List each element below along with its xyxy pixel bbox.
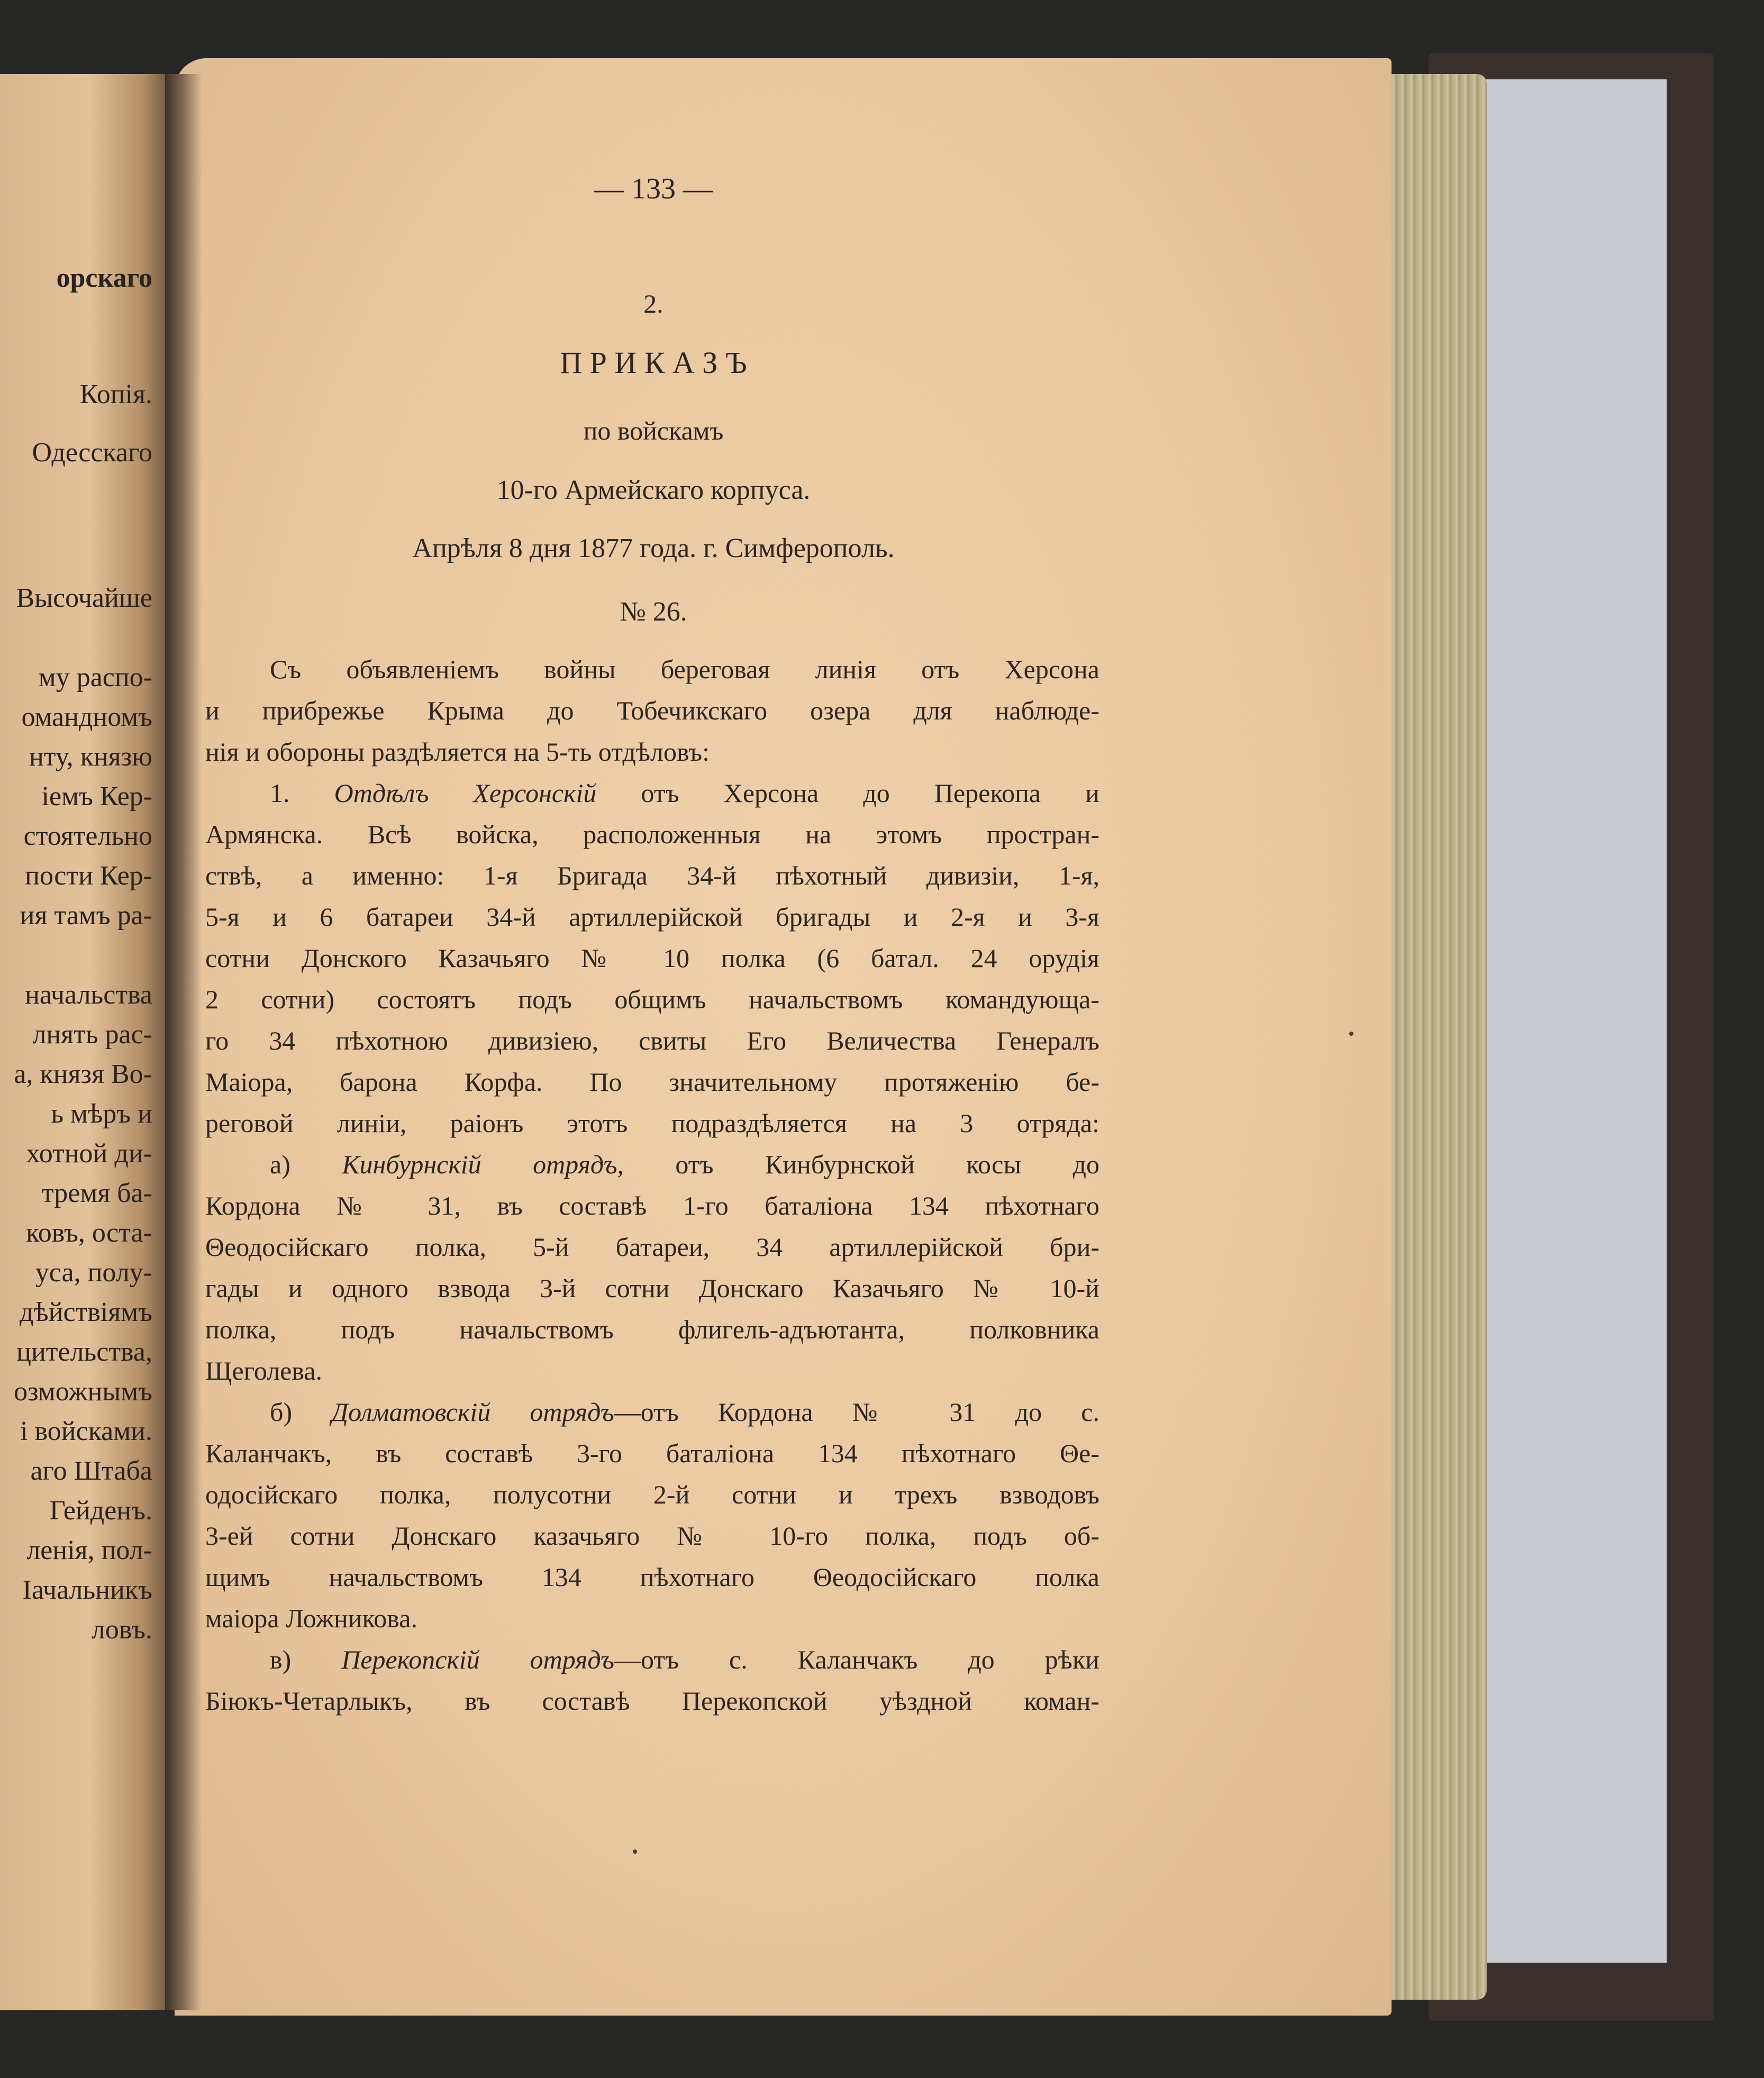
order-number: № 26. bbox=[620, 597, 687, 627]
body-line: 5-я и 6 батареи 34-й артиллерійской бригады и 2-я и 3-я bbox=[205, 902, 1099, 932]
body-line: сотни Донского Казачьяго № 10 полка (6 батал. 24 орудія bbox=[205, 943, 1099, 973]
left-line: ия тамъ ра- bbox=[20, 900, 152, 931]
body-line: реговой линіи, раіонъ этотъ подраздѣляется на 3 отряда: bbox=[205, 1108, 1099, 1138]
page-number: — 133 — bbox=[594, 172, 713, 205]
body-line bbox=[270, 1646, 1099, 1673]
left-line: му распо- bbox=[38, 662, 152, 692]
body-line: 3-ей сотни Донскаго казачьяго № 10-го полка, подъ об- bbox=[205, 1521, 1099, 1551]
left-line: уса, полу- bbox=[35, 1257, 152, 1288]
body-line bbox=[270, 1399, 1099, 1425]
body-line: Съ объявленіемъ войны береговая линія отъ Херсона bbox=[270, 654, 1099, 684]
left-line: ленія, пол- bbox=[26, 1535, 152, 1565]
left-page bbox=[0, 74, 175, 2010]
left-line: Гейденъ. bbox=[49, 1496, 152, 1526]
document-subtitle: 10-го Армейскаго корпуса. bbox=[496, 475, 811, 505]
date-line: Апрѣля 8 дня 1877 года. г. Симферополь. bbox=[412, 533, 895, 563]
body-line: Щеголева. bbox=[205, 1356, 323, 1386]
left-line: начальства bbox=[25, 980, 152, 1010]
left-line: озможнымъ bbox=[14, 1377, 152, 1407]
body-line: маіора Ложникова. bbox=[205, 1603, 417, 1633]
body-line: Θеодосійскаго полка, 5-й батареи, 34 артиллерійской бри- bbox=[205, 1232, 1099, 1262]
left-line: а, князя Во- bbox=[14, 1059, 152, 1089]
body-line: щимъ начальствомъ 134 пѣхотнаго Θеодосійскаго полка bbox=[205, 1562, 1099, 1592]
body-line: го 34 пѣхотною дивизіею, свиты Его Величества Генералъ bbox=[205, 1026, 1099, 1055]
detachment-name: Перекопскій отрядъ bbox=[341, 1645, 614, 1674]
left-line: іемъ Кер- bbox=[41, 781, 152, 812]
detachment-name: Долматовскій отрядъ bbox=[331, 1397, 614, 1427]
left-line: тремя ба- bbox=[41, 1178, 152, 1208]
section-heading: Отдѣлъ Херсонскій bbox=[334, 778, 597, 808]
left-line: нту, князю bbox=[29, 742, 152, 772]
left-line: Копія. bbox=[79, 379, 152, 409]
body-text: отъ Кинбурнской косы до bbox=[675, 1150, 1100, 1179]
document-subtitle: по войскамъ bbox=[583, 416, 724, 445]
body-line: гады и одного взвода 3-й сотни Донскаго Казачьяго № 10-й bbox=[205, 1273, 1099, 1303]
left-line: цительства, bbox=[16, 1337, 152, 1367]
body-line: ствѣ, а именно: 1-я Бригада 34-й пѣхотный дивизіи, 1-я, bbox=[205, 861, 1099, 890]
body-line: Маіора, барона Корфа. По значительному протяженію бе- bbox=[205, 1067, 1099, 1097]
paper-speck bbox=[633, 1849, 637, 1854]
left-line: ь мѣръ и bbox=[51, 1099, 152, 1129]
body-text: —отъ с. Каланчакъ до рѣки bbox=[614, 1645, 1099, 1674]
left-line: орскаго bbox=[56, 263, 152, 293]
left-line: пости Кер- bbox=[25, 861, 152, 891]
body-line: одосійскаго полка, полусотни 2-й сотни и трехъ взводовъ bbox=[205, 1480, 1099, 1509]
left-line: Іачальникъ bbox=[22, 1575, 152, 1605]
body-line: Каланчакъ, въ составѣ 3-го баталіона 134 пѣхотнаго Θе- bbox=[205, 1438, 1099, 1468]
left-line: дѣйствіямъ bbox=[19, 1297, 152, 1327]
body-line: полка, подъ начальствомъ флигель-адъютанта, полковника bbox=[205, 1315, 1099, 1344]
body-line bbox=[270, 780, 1099, 806]
body-text: отъ Херсона до Перекопа и bbox=[641, 778, 1100, 808]
left-line: стоятельно bbox=[23, 821, 152, 851]
left-line: і войсками. bbox=[20, 1416, 152, 1446]
section-number: 2. bbox=[643, 289, 663, 318]
left-line: аго Штаба bbox=[30, 1456, 152, 1486]
item-marker: в) bbox=[270, 1645, 292, 1674]
body-line: Кордона № 31, въ составѣ 1-го баталіона 134 пѣхотнаго bbox=[205, 1191, 1099, 1220]
section-marker: 1. bbox=[270, 778, 290, 808]
left-line: ловъ. bbox=[91, 1615, 152, 1645]
left-line: омандномъ bbox=[21, 702, 152, 732]
left-line: лнять рас- bbox=[32, 1019, 152, 1050]
body-text: —отъ Кордона № 31 до с. bbox=[614, 1397, 1099, 1427]
detachment-name: Кинбурнскій отрядъ, bbox=[342, 1150, 624, 1179]
paper-speck bbox=[1349, 1032, 1353, 1036]
left-line: Высочайше bbox=[16, 583, 152, 613]
left-line: хотной ди- bbox=[26, 1138, 152, 1169]
item-marker: а) bbox=[270, 1150, 290, 1179]
body-line: 2 сотни) состоятъ подъ общимъ начальствомъ командующа- bbox=[205, 985, 1099, 1014]
cover-endpaper bbox=[1466, 79, 1667, 1963]
item-marker: б) bbox=[270, 1397, 293, 1427]
left-line: ковъ, оста- bbox=[26, 1218, 152, 1248]
body-line: Армянска. Всѣ войска, расположенныя на этомъ простран- bbox=[205, 819, 1099, 849]
body-line: Біюкъ-Четарлыкъ, въ составѣ Перекопской уѣздной коман- bbox=[205, 1686, 1099, 1716]
body-line: нія и обороны раздѣляется на 5-ть отдѣловъ: bbox=[205, 737, 710, 767]
left-line: Одесскаго bbox=[32, 438, 152, 468]
body-line bbox=[270, 1151, 1099, 1178]
document-title: П Р И К А З Ъ bbox=[560, 345, 747, 380]
body-line: и прибрежье Крыма до Тобечикскаго озера для наблюде- bbox=[205, 696, 1099, 725]
